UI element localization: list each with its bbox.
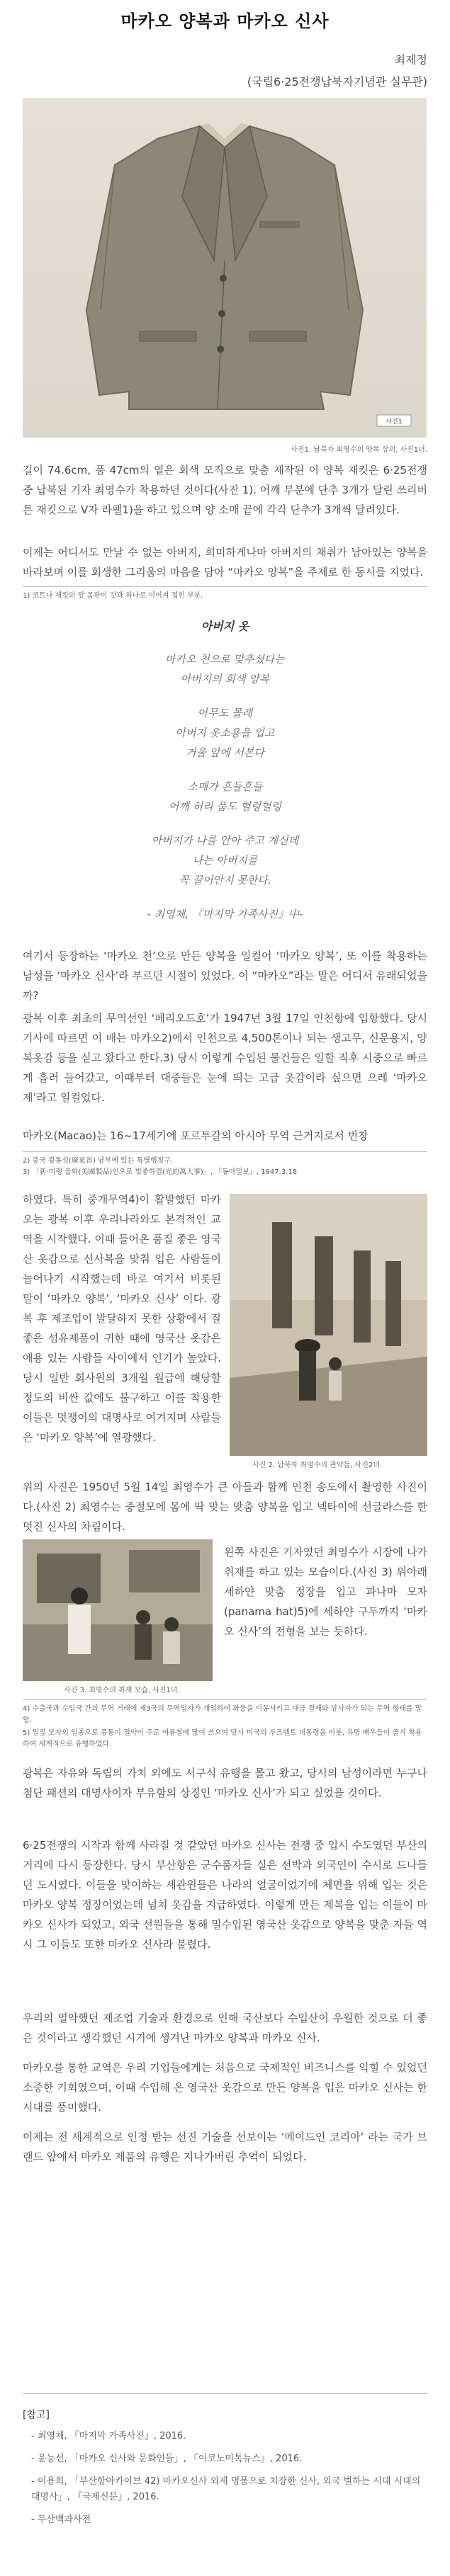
footnote: 5) 밀짚 모자의 일종으로 풍통이 절약이 주로 여름철에 많이 쓰으며 당시 미국의 루즈벨트 대통령을 비롯, 유명 배우들이 즐겨 착용하여 세계적으로 유행하였다. <box>23 1729 422 1748</box>
references-heading: [참고] <box>23 2410 50 2421</box>
footnote: 1) 코트나 재킷의 앞 몸판이 깃과 하나로 이어져 접힌 부분. <box>23 592 203 600</box>
footnote: 4) 수출국과 수입국 간의 무역 거래에 제3국의 무역업자가 개입하여 화물을 이동시키고 대금 결제와 당사자가 되는 무역 형태를 말함. <box>23 1705 422 1724</box>
author-name: 최제정 <box>394 53 427 67</box>
reference-item: - 두산백과사전 <box>31 2514 91 2525</box>
seaside-illustration <box>230 1194 427 1456</box>
poem-line: 어깨 허리 품도 헐렁헐렁 <box>168 800 282 813</box>
body-paragraph: 마카오를 통한 교역은 우리 기업들에게는 처음으로 국제적인 비즈니스를 익힐 수 있었던 소중한 기회였으며, 이때 수입해 온 영국산 옷감으로 만든 양복을 입은 마카오 신사는 한 시대를 풍미했다. <box>23 2061 427 2114</box>
article-title: 마카오 양복과 마카오 신사 <box>120 11 330 31</box>
footnote: 3) 「新·미랭 물화(美國製品)인으로 빛좋하결(光的萬大事)」, 『동아일보』, 1947.3.18 <box>23 1168 298 1176</box>
poem-line: 꼭 끌어안지 못한다. <box>179 874 271 887</box>
figure1-caption: 사진1. 납북자 최영수의 양복 상의, 사진1녀. <box>291 446 427 454</box>
body-paragraph: 광복 이후 최초의 무역선인 ‘페리오드호’가 1947년 3월 17일 인천항에 입항했다. 당시 기사에 따르면 이 배는 마카오2)에서 인천으로 4,500톤이나 되는 생고무, 신문용지, 양복옷감 등을 싣고 왔다고 한다.3) 당시 이렇게 수입된 물건들은 일할 직후 시중으로 빠르게 흘러 들어갔고, 이때부터 대중들은 눈에 띄는 고급 옷감이라 싶으면 으레 ‘마카오제’라고 일컬었다. <box>23 1012 427 1104</box>
figure3-caption: 사진 3. 최영수의 취재 모습, 사진1녀. <box>64 1687 180 1694</box>
footnote-divider <box>23 586 427 587</box>
author-affiliation: (국립6·25전쟁납북자기념관 실무관) <box>247 75 427 89</box>
poem-line: 아버지 옷소용을 입고 <box>175 726 275 739</box>
poem-title: 아버지 옷 <box>201 620 249 633</box>
seaside-photo <box>230 1194 427 1456</box>
figure2-caption: 사진 2. 납북자 최영수의 관약들, 사진2녀. <box>252 1461 383 1469</box>
poem-line: 소매가 흔들흔들 <box>187 780 263 793</box>
body-paragraph: 우리의 열악했던 제조업 기술과 환경으로 인해 국산보다 수입산이 우월한 것으로 더 좋은 것이라고 생각했던 시기에 생겨난 마카오 양복과 마카오 신사. <box>23 2012 427 2044</box>
reporting-photo <box>23 1539 213 1681</box>
photo-tag: 사진1 <box>386 418 403 426</box>
body-paragraph: 6·25전쟁의 시작과 함께 사라질 것 같았던 마카오 신사는 전쟁 중 입시 수도였던 부산의 거리에 다시 등장한다. 당시 부산항은 군수품자들 실은 선박과 외국인이 수시로 드나들던 도시였다. 이들을 맞이하는 세관원들은 나라의 얼굴이었기에 체면을 위해 입는 것은 마카오 양복 정장이었는데 넘쳐 옷감을 지급하였다. 이렇게 만든 제복을 입는 이들이 마카오 신사가 되었고, 외국 선원들을 통해 밀수입된 영국산 옷감으로 양복을 맞춘 자들 역시 그 이들도 또한 마카오 신사라 불렸다. <box>23 1839 427 1951</box>
body-paragraph: 위의 사진은 1950년 5월 14일 최영수가 큰 아들과 함께 인천 송도에서 촬영한 사진이다.(사진 2) 최영수는 중절모에 몸에 딱 맞는 맞춤 양복을 입고 넥타이에 선글라스를 한 멋진 신사의 차림이다. <box>23 1481 427 1533</box>
poem-line: 마카오 천으로 맞추셨다는 <box>165 653 285 666</box>
references-divider <box>23 2393 427 2394</box>
body-paragraph: 하였다. 특히 중개무역4)이 활발했던 마카오는 광복 이후 우리나라와도 본격적인 교역을 시작했다. 이때 들어온 품질 좋은 영국산 옷감으로 신사복을 맞춰 입은 사람들이 늘어나기 시작했는데 바로 여기서 비롯된 말이 ‘마카오 양복’, ‘마카오 신사’ 이다. 광복 후 제조업이 발달하지 못한 상황에서 질 좋은 섬유제품이 귀한 때에 영국산 옷감은 애용 있는 사람들 사이에서 인기가 높았다. 당시 일반 회사원의 3개월 월급에 해당할 정도의 비싼 값에도 불구하고 이를 착용한 이들은 멋쟁이의 대명사로 여겨지며 사람들은 ‘마카오 양복’에 열광했다. <box>23 1193 221 1444</box>
poem-line: 나는 아버지를 <box>192 854 258 867</box>
reporting-illustration <box>23 1539 213 1681</box>
poem-line: 아무도 몰래 <box>197 707 253 719</box>
poem-line: 거울 앞에 서본다 <box>186 746 264 759</box>
reference-item: - 최영체, 『마지막 가족사진』, 2016. <box>31 2431 186 2441</box>
poem-line: 아버지가 나를 안아 주고 계신데 <box>151 834 299 847</box>
poem-line: 아버지의 회색 양복 <box>180 673 270 685</box>
jacket-photo <box>23 98 427 438</box>
body-paragraph: 이제는 전 세계적으로 인정 받는 선진 기술을 선보이는 ‘메이드인 코리아’ 라는 국가 브랜드 앞에서 마카오 제품의 유행은 지나가버린 추억이 되었다. <box>23 2131 427 2163</box>
footnote-divider <box>23 1699 427 1700</box>
footnote: 2) 중국 광동성(廣東省) 남부에 있는 특별행정구. <box>23 1157 174 1165</box>
body-paragraph: 여기서 등장하는 ‘마카오 천’으로 만든 양복을 일컬어 ‘마카오 양복’, 또 이를 착용하는 남성을 ‘마카오 신사’라 부르던 시절이 있었다. 이 “마카오”라는 말은 어디서 유래되었을까? <box>23 950 427 1002</box>
poem-source: - 최영체, 『마지막 가족사진』中- <box>147 908 303 921</box>
body-paragraph: 왼쪽 사진은 기자였던 최영수가 시장에 나가 취재를 하고 있는 모습이다.(사진 3) 위아래 세하얀 맞춤 정장을 입고 파나마 모자(panama hat)5)에 세하얀 구두까지 ‘마카오 신사’의 전형을 보는 듯하다. <box>224 1546 427 1638</box>
body-paragraph: 마카오(Macao)는 16~17세기에 포르투갈의 아시아 무역 근거지로서 번창 <box>23 1129 369 1142</box>
body-paragraph: 광복은 자유와 독립의 가치 외에도 서구식 유행을 몰고 왔고, 당시의 남성이라면 누구나 첨단 패션의 대명사이자 부유함의 상징인 ‘마카오 신사’가 되고 싶었을 것이다. <box>23 1767 427 1799</box>
footnote-divider <box>23 1151 427 1152</box>
reference-item: - 윤능선, 「마카오 신사와 문화인들」, 『이코노미톡뉴스』, 2016. <box>31 2454 303 2464</box>
body-paragraph: 이제는 어디서도 만날 수 없는 아버지, 희미하게나마 아버지의 채취가 남아있는 양복을 바라보며 이를 회생한 그리움의 마음을 담아 “마카오 양복”을 주제로 한 동시를 지었다. <box>23 546 427 579</box>
jacket-illustration <box>23 98 427 438</box>
body-paragraph: 길이 74.6cm, 품 47cm의 옅은 회색 모직으로 맞춤 제작된 이 양복 재킷은 6·25전쟁 중 납북된 기자 최영수가 착용하던 것이다(사진 1). 어깨 부분에 단추 3개가 달린 쓰리버튼 재킷으로 V자 라펠1)을 하고 있으며 양 소매 끝에 각각 단추가 3개씩 달려있다. <box>23 464 427 516</box>
reference-item: - 이용희, 「부산항아카이브 42) 마카오신사 외제 명품으로 치장한 신사, 외국 벌하는 시대 시대의 대명사」, 『국제신문』, 2016. <box>31 2476 421 2502</box>
